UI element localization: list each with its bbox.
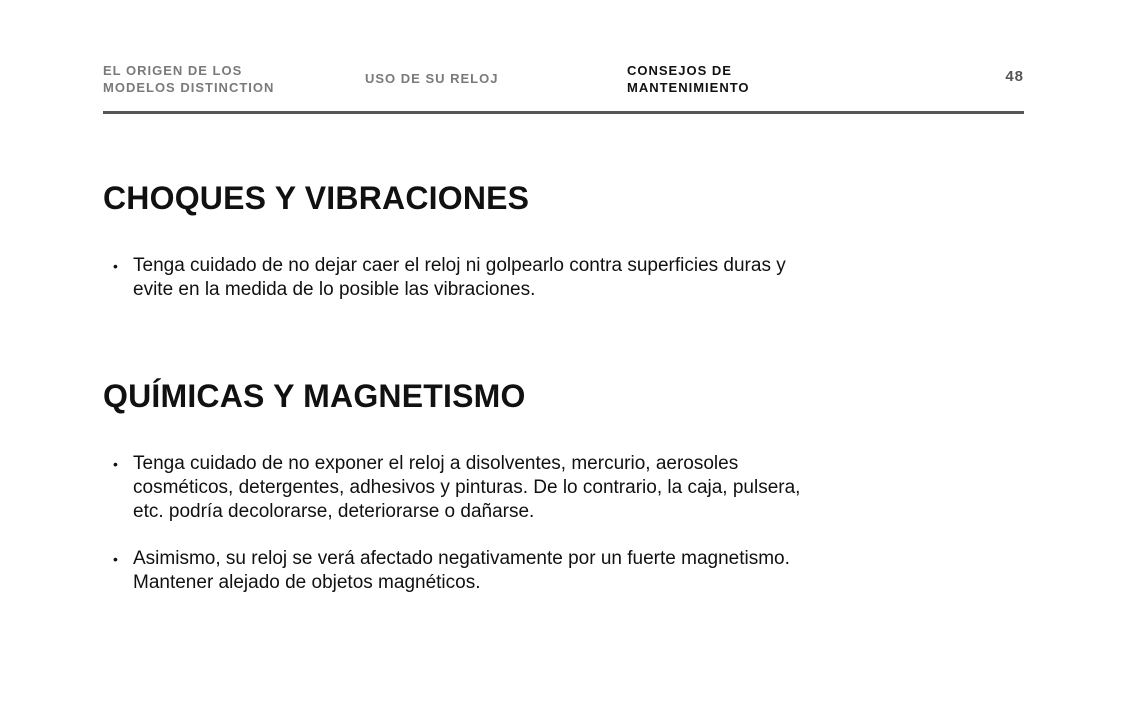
nav-link-origen[interactable] [103, 62, 274, 96]
bullet-text [133, 254, 943, 302]
nav-link-uso[interactable] [365, 70, 498, 87]
bullet-line: etc. podría decolorarse, deteriorarse o dañarse. [133, 501, 535, 522]
page-number: 48 [1005, 68, 1024, 85]
bullet-line: Asimismo, su reloj se verá afectado negativamente por un fuerte magnetismo. [133, 548, 790, 569]
page-header [103, 62, 1024, 98]
nav-link-uso-line1: USO DE SU RELOJ [365, 71, 499, 86]
bullet-dot: • [113, 551, 118, 567]
bullet-text [133, 452, 943, 524]
bullet-item-magnetismo [113, 547, 943, 595]
bullet-item-choques [113, 254, 943, 302]
nav-link-consejos-line2: MANTENIMIENTO [627, 80, 750, 95]
bullet-dot: • [113, 258, 118, 274]
nav-link-consejos[interactable] [627, 62, 750, 96]
bullet-item-quimicas [113, 452, 943, 524]
nav-link-consejos-line1: CONSEJOS DE [627, 63, 732, 78]
bullet-line: Mantener alejado de objetos magnéticos. [133, 572, 481, 593]
section-title-choques: CHOQUES Y VIBRACIONES [103, 180, 530, 216]
section-title-quimicas: QUÍMICAS Y MAGNETISMO [103, 378, 526, 414]
bullet-text [133, 547, 943, 595]
nav-link-origen-line2: MODELOS DISTINCTION [103, 80, 275, 95]
bullet-line: Tenga cuidado de no dejar caer el reloj ni golpearlo contra superficies duras y [133, 255, 786, 276]
bullet-line: cosméticos, detergentes, adhesivos y pinturas. De lo contrario, la caja, pulsera, [133, 477, 801, 498]
header-divider [103, 111, 1024, 114]
nav-link-origen-line1: EL ORIGEN DE LOS [103, 63, 243, 78]
bullet-line: Tenga cuidado de no exponer el reloj a disolventes, mercurio, aerosoles [133, 453, 739, 474]
bullet-line: evite en la medida de lo posible las vibraciones. [133, 279, 536, 300]
bullet-dot: • [113, 456, 118, 472]
